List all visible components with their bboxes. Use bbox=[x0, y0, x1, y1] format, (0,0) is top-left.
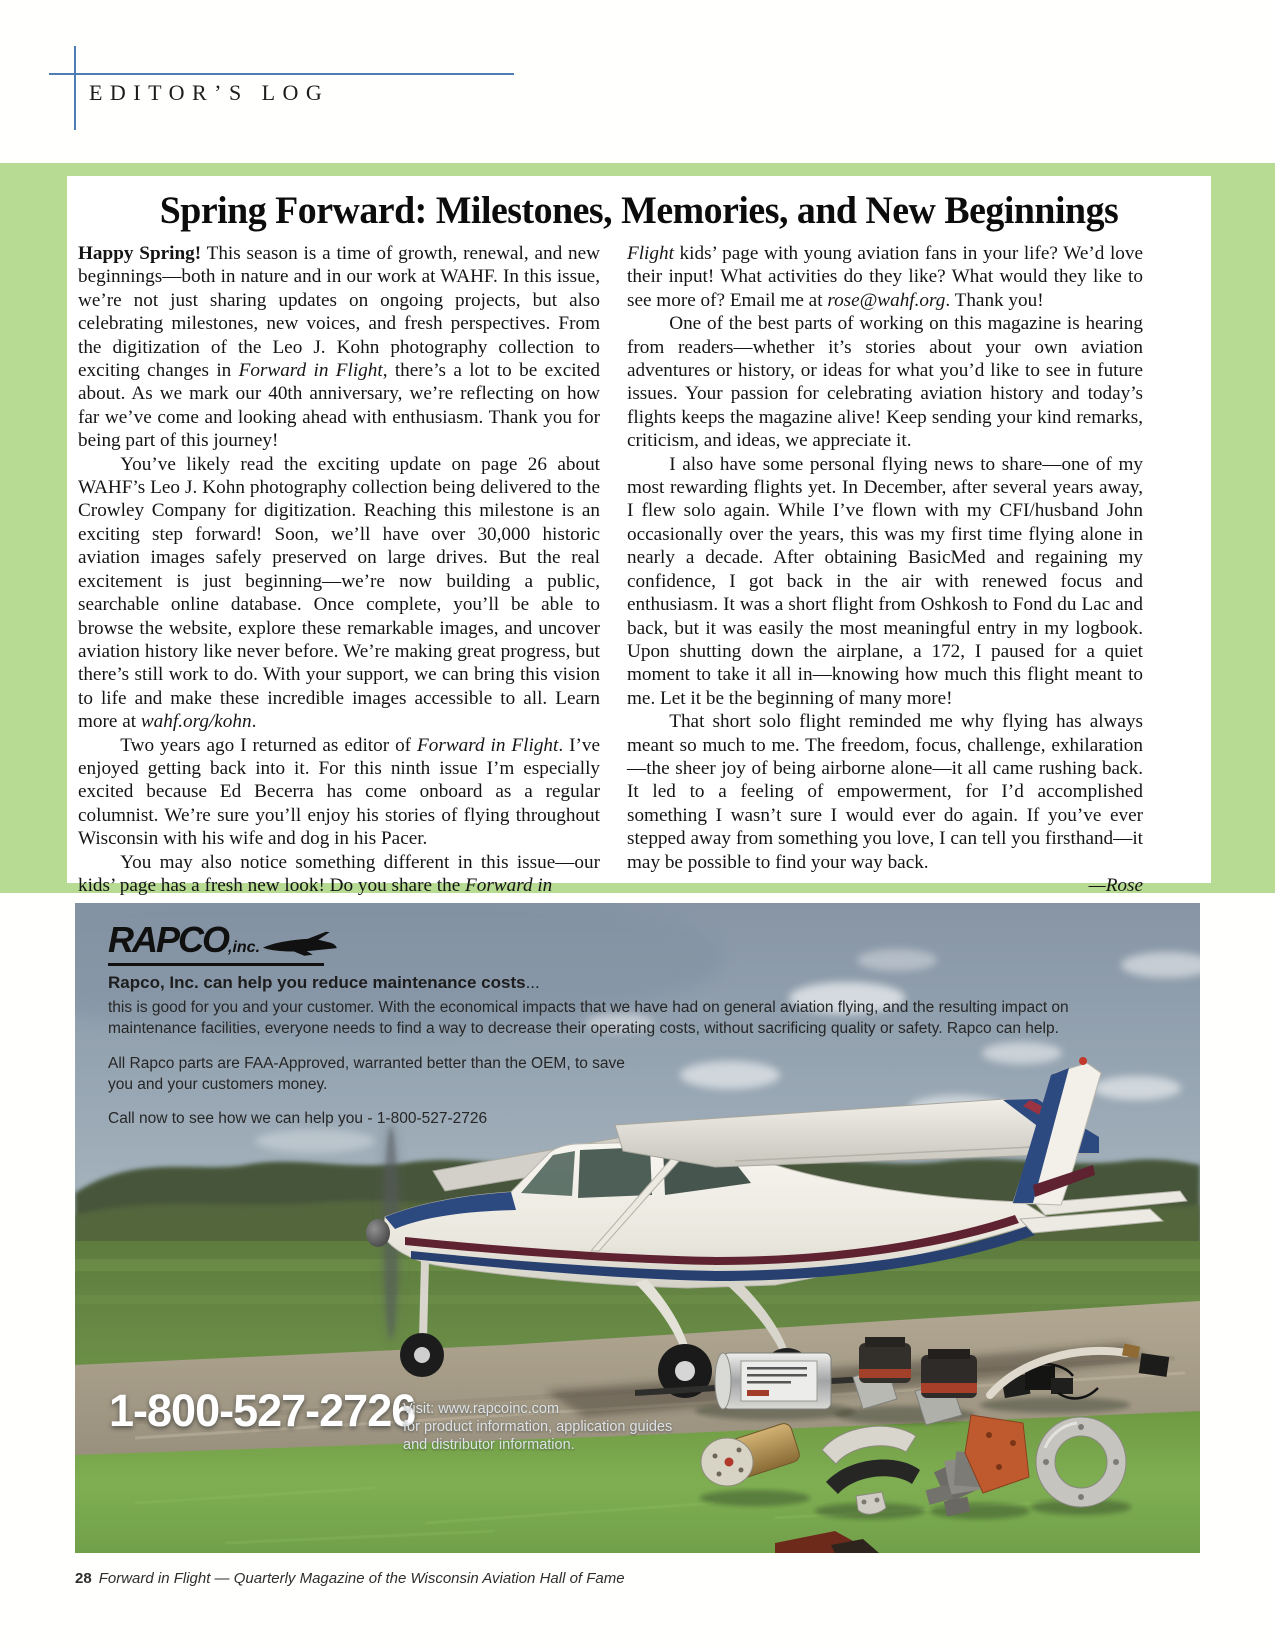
ad-visit-line-2: for product information, application guides bbox=[403, 1419, 673, 1435]
article-paragraph: That short solo flight reminded me why flying has always meant so much to me. The freedom, focus, challenge, exhilaration—the sheer joy of being airborne alone—it all came rushing back. It led to a feeling of empowerment, for I’d accomplished something I wasn’t sure I would ever do again. If you’ve ever stepped away from something you love, I can tell you firsthand—it may be possible to find your way back. bbox=[627, 711, 1143, 873]
feature-green-frame bbox=[0, 163, 1275, 896]
article-paragraph: One of the best parts of working on this magazine is hearing from readers—whether it’s stories about your own aviation adventures or history, or ideas for what you’d like to see in future issues. Your passion for celebrating aviation history and today’s flights keeps the magazine alive! Keep sending your kind remarks, criticism, and ideas, we appreciate it. bbox=[627, 313, 1143, 452]
side-window-front bbox=[578, 1147, 652, 1198]
rapco-logo bbox=[108, 919, 260, 961]
header-horizontal-rule bbox=[49, 73, 514, 75]
page-footer bbox=[75, 1570, 625, 1587]
rapco-logo-text: RAPCO bbox=[108, 919, 229, 960]
article-column-right bbox=[627, 242, 1143, 897]
article-paragraph: You may also notice something different in this issue—our kids’ page has a fresh new look! Do you share the Forward in bbox=[78, 851, 600, 896]
article-paragraph: Flight kids’ page with young aviation fans in your life? We’d love their input! What activities do they like? What would they like to see more of? Email me at rose@wahf.org. Thank you! bbox=[627, 243, 1143, 311]
ad-body-paragraph-2: All Rapco parts are FAA-Approved, warranted better than the OEM, to save you and your customers money. bbox=[108, 1055, 625, 1093]
ad-phone-number: 1-800-527-2726 bbox=[109, 1385, 416, 1436]
ad-visit-line-1: Visit: www.rapcoinc.com bbox=[403, 1401, 560, 1417]
article-paragraph: I also have some personal flying news to share—one of my most rewarding flights yet. In December, after several years away, I flew solo again. While I’ve flown with my CFI/husband John occasionally over the years, this was my first time flying alone in nearly a decade. After obtaining BasicMed and regaining my confidence, I got back in the air with renewed focus and enthusiasm. It was a short flight from Oshkosh to Fond du Lac and back, but it was easily the most meaningful entry in my logbook. Upon shutting down the airplane, a 172, I paused for a quiet moment to take it all in—knowing how much this flight meant to me. Let it be the beginning of many more! bbox=[627, 453, 1143, 709]
ad-call-line: Call now to see how we can help you - 1-800-527-2726 bbox=[108, 1110, 488, 1127]
rapco-advertisement bbox=[75, 903, 1200, 1553]
section-kicker: EDITOR’S LOG bbox=[89, 80, 330, 105]
ad-headline-text: Rapco, Inc. can help you reduce maintenance costs bbox=[108, 973, 526, 992]
feature-article-box bbox=[67, 176, 1211, 896]
footer-magazine-title: Forward in Flight — Quarterly Magazine of the Wisconsin Aviation Hall of Fame bbox=[98, 1570, 625, 1587]
ad-body-paragraph-1: this is good for you and your customer. With the economical impacts that we have had on general aviation flying, and the resulting impact on maintenance facilities, everyone needs to find a way to decrease their operating costs, without sacrificing quality or safety. Rapco can help. bbox=[108, 999, 1069, 1037]
ad-visit-info bbox=[403, 1400, 672, 1454]
article-paragraph: Happy Spring! This season is a time of growth, renewal, and new beginnings—both in nature and in our work at WAHF. In this issue, we’re not just sharing updates on ongoing projects, but also celebrating milestones, new voices, and fresh perspectives. From the digitization of the Leo J. Kohn photography collection to exciting changes in Forward in Flight, there’s a lot to be excited about. As we mark our 40th anniversary, we’re reflecting on how far we’ve come and looking ahead with enthusiasm. Thank you for being part of this journey! bbox=[78, 243, 600, 452]
article-column-left bbox=[78, 242, 600, 897]
ad-headline bbox=[108, 973, 540, 993]
ad-headline-ellipsis: ... bbox=[525, 973, 540, 992]
rapco-logo-underline bbox=[108, 963, 324, 966]
black-module bbox=[1139, 1353, 1170, 1377]
ad-visit-line-3: and distributor information. bbox=[403, 1437, 575, 1453]
article-paragraph: You’ve likely read the exciting update on page 26 about WAHF’s Leo J. Kohn photography collection being delivered to the Crowley Company for digitization. Reaching this milestone is an exciting step forward! Soon, we’ll have over 30,000 historic aviation images safely preserved on large drives. But the real excitement is just beginning—we’re now building a public, searchable online database. Once complete, you’ll be able to browse the website, explore these remarkable images, and uncover aviation history like never before. We’re making great progress, but there’s still work to do. With your support, we can bring this vision to life and make these incredible images accessible to all. Learn more at wahf.org/kohn. bbox=[78, 453, 600, 733]
page-number: 28 bbox=[75, 1570, 92, 1587]
article-title: Spring Forward: Milestones, Memories, and New Beginnings bbox=[159, 189, 1119, 232]
article-paragraph: Two years ago I returned as editor of Forward in Flight. I’ve enjoyed getting back into it. For this ninth issue I’m especially excited because Ed Becerra has come onboard as a regular columnist. We’re sure you’ll enjoy his stories of flying throughout Wisconsin with his wife and dog in his Pacer. bbox=[78, 734, 600, 850]
header-vertical-rule bbox=[74, 46, 76, 130]
tail-beacon bbox=[1079, 1057, 1087, 1065]
article-signature: —Rose bbox=[1088, 874, 1143, 896]
spinner bbox=[366, 1219, 390, 1247]
rapco-logo-suffix: ,inc. bbox=[228, 939, 261, 956]
rapco-jet-icon bbox=[261, 925, 341, 961]
